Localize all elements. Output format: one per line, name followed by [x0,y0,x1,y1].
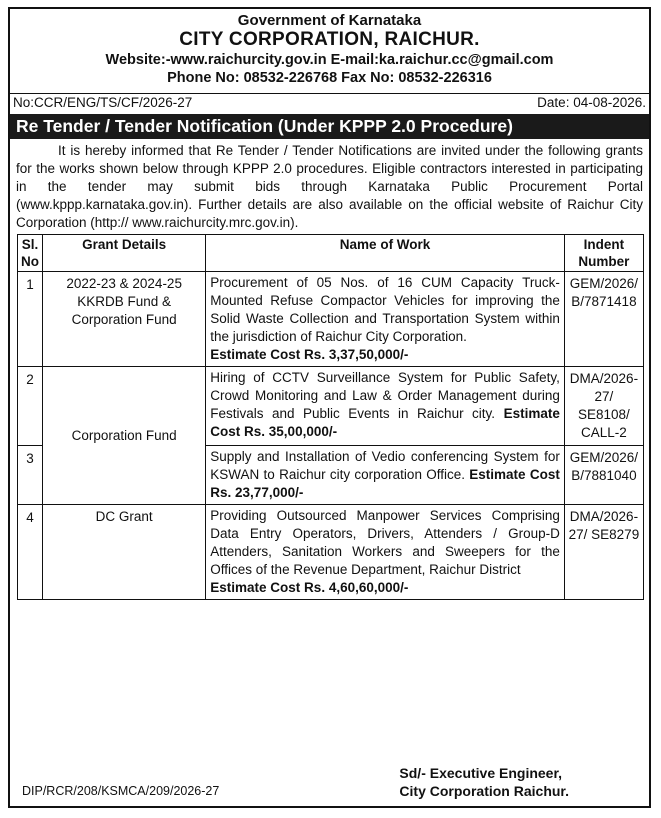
tender-notice [8,7,651,808]
website-email-line: Website:-www.raichurcity.gov.in E-mail:ka.raichur.cc@gmail.com [105,52,554,68]
header-grant-details: Grant Details [43,235,206,272]
header-indent-number: Indent Number [564,235,643,272]
reference-row [10,93,649,114]
header-sl-no: Sl. No [18,235,43,272]
signatory-block [399,764,569,800]
estimate-cost: Estimate Cost Rs. 35,00,000/- [210,406,560,439]
row-indent: DMA/2026-27/ SE8279 [564,505,643,600]
row-sl-no: 2 [18,367,43,446]
work-description: Supply and Installation of Vedio conferencing System for KSWAN to Raichur city corporation Office. [210,449,560,482]
estimate-cost: Estimate Cost Rs. 23,77,000/- [210,467,560,500]
corporation-name: CITY CORPORATION, RAICHUR. [179,29,480,50]
estimate-cost: Estimate Cost Rs. 3,37,50,000/- [210,347,409,362]
row-grant: DC Grant [43,505,206,600]
row-indent: DMA/2026-27/ SE8108/ CALL-2 [564,367,643,446]
row-work [206,505,565,600]
work-description: Hiring of CCTV Surveillance System for Public Safety, Crowd Monitoring and Law & Order Management during Festivals and Public Events in Raichur city. [210,370,560,421]
row-sl-no: 1 [18,272,43,367]
row-sl-no: 4 [18,505,43,600]
work-description: Procurement of 05 Nos. of 16 CUM Capacity Truck-Mounted Refuse Compactor Vehicles for improving the Solid Waste Collection and Transportation System within the jurisdiction of Raichur City Corporation. [210,275,560,344]
notice-footer [10,758,649,806]
dip-reference: DIP/RCR/208/KSMCA/209/2026-27 [22,784,220,798]
signatory-title: Sd/- Executive Engineer, [399,765,563,781]
government-name: Government of Karnataka [237,12,422,29]
row-grant: Corporation Fund [43,367,206,505]
table-row [18,272,644,367]
work-description: Providing Outsourced Manpower Services Comprising Data Entry Operators, Drivers, Attenders / Group-D Attenders, Sanitation Workers and Sweepers for the Offices of the Revenue Department, Raichur District [210,508,560,577]
row-indent: GEM/2026/ B/7871418 [564,272,643,367]
notice-title-banner: Re Tender / Tender Notification (Under KPPP 2.0 Procedure) [10,114,649,139]
row-work [206,367,565,446]
notice-header [10,12,649,87]
intro-paragraph [10,139,649,234]
table-row [18,367,644,446]
row-work [206,446,565,505]
header-name-of-work: Name of Work [206,235,565,272]
notice-date: Date: 04-08-2026. [537,95,646,110]
phone-fax-line: Phone No: 08532-226768 Fax No: 08532-226316 [167,70,492,86]
row-grant: 2022-23 & 2024-25 KKRDB Fund & Corporation Fund [43,272,206,367]
row-indent: GEM/2026/ B/7881040 [564,446,643,505]
estimate-cost: Estimate Cost Rs. 4,60,60,000/- [210,580,409,595]
signatory-office: City Corporation Raichur. [399,783,569,799]
row-sl-no: 3 [18,446,43,505]
intro-text: It is hereby informed that Re Tender / Tender Notifications are invited under the following grants for the works shown below through KPPP 2.0 procedures. Eligible contractors interested in participating in the tender may submit bids through Karnataka Public Procurement Portal (www.kppp.karnataka.gov.in). Further details are also available on the official website of Raichur City Corporation (http:// www.raichurcity.mrc.gov.in). [16,143,643,230]
table-header-row [18,235,644,272]
reference-number: No:CCR/ENG/TS/CF/2026-27 [13,95,193,110]
works-table [17,234,644,600]
table-row [18,505,644,600]
row-work [206,272,565,367]
